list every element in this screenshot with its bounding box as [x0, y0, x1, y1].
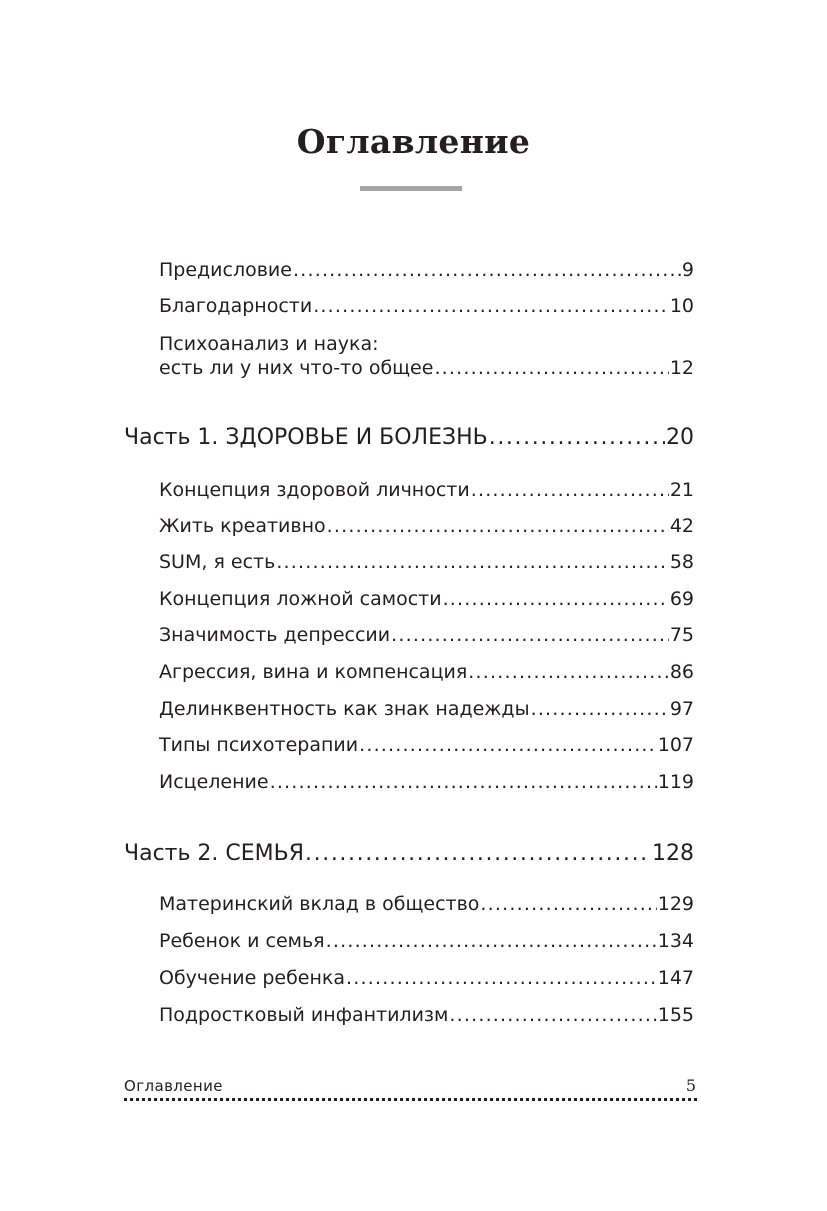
dot-leader [489, 424, 665, 452]
footer-dotted-rule [124, 1098, 697, 1101]
toc-part-page: 20 [666, 425, 694, 450]
toc-chapter-title: SUM, я есть [159, 551, 276, 573]
toc-chapter-title: Агрессия, вина и компенсация [159, 661, 468, 683]
toc-entry-psychoanalysis[interactable] [159, 356, 694, 380]
toc-chapter-page: 21 [669, 479, 694, 501]
toc-entry-acknowledgements[interactable] [159, 294, 694, 318]
folio-page-number: 5 [685, 1076, 696, 1095]
toc-chapter[interactable] [159, 697, 694, 721]
toc-part-page: 128 [652, 841, 694, 866]
toc-chapter-title: Концепция ложной самости [159, 588, 442, 610]
dot-leader [449, 1003, 656, 1027]
dot-leader [276, 550, 669, 574]
toc-chapter[interactable] [159, 514, 694, 538]
toc-entry-title: есть ли у них что-то общее [159, 357, 434, 379]
toc-chapter-title: Типы психотерапии [159, 734, 359, 756]
toc-chapter[interactable] [159, 587, 694, 611]
dot-leader [326, 929, 657, 953]
toc-entry-preface[interactable] [159, 258, 694, 282]
toc-chapter-page: 42 [669, 515, 694, 537]
toc-chapter[interactable] [159, 550, 694, 574]
dot-leader [531, 697, 669, 721]
toc-chapter-title: Исцеление [159, 771, 269, 793]
title-divider [360, 186, 462, 191]
toc-part-title: Часть 2. СЕМЬЯ [124, 841, 305, 866]
dot-leader [468, 660, 669, 684]
toc-chapter-page: 107 [657, 734, 694, 756]
dot-leader [359, 733, 657, 757]
dot-leader [270, 770, 657, 794]
toc-chapter[interactable] [159, 733, 694, 757]
toc-chapter-page: 155 [657, 1004, 694, 1026]
toc-chapter-title: Обучение ребенка [159, 967, 346, 989]
toc-entry-page: 12 [669, 357, 694, 379]
toc-entry-title: Благодарности [159, 295, 313, 317]
toc-part-1[interactable] [124, 424, 694, 452]
dot-leader [293, 258, 681, 282]
dot-leader [443, 587, 669, 611]
toc-chapter[interactable] [159, 966, 694, 990]
dot-leader [434, 356, 668, 380]
dot-leader [305, 840, 651, 868]
toc-chapter-page: 129 [657, 893, 694, 915]
dot-leader [391, 623, 669, 647]
toc-entry-page: 9 [681, 259, 694, 281]
toc-chapter-page: 134 [657, 930, 694, 952]
toc-chapter[interactable] [159, 660, 694, 684]
toc-chapter-title: Материнский вклад в общество [159, 893, 480, 915]
toc-chapter-page: 86 [669, 661, 694, 683]
toc-chapter[interactable] [159, 623, 694, 647]
toc-chapter[interactable] [159, 1003, 694, 1027]
dot-leader [327, 514, 669, 538]
toc-chapter[interactable] [159, 478, 694, 502]
running-footer: Оглавление [124, 1077, 223, 1095]
toc-part-2[interactable] [124, 840, 694, 868]
dot-leader [313, 294, 669, 318]
toc-chapter-page: 69 [669, 588, 694, 610]
toc-chapter-title: Значимость депрессии [159, 624, 391, 646]
toc-entry-page: 10 [669, 295, 694, 317]
toc-chapter-page: 58 [669, 551, 694, 573]
dot-leader [480, 892, 656, 916]
dot-leader [346, 966, 657, 990]
toc-chapter[interactable] [159, 892, 694, 916]
toc-chapter[interactable] [159, 770, 694, 794]
toc-entry-title: Предисловие [159, 259, 292, 281]
toc-chapter-title: Жить креативно [159, 515, 326, 537]
toc-chapter-page: 97 [669, 698, 694, 720]
toc-chapter-title: Подростковый инфантилизм [159, 1004, 449, 1026]
toc-chapter-page: 119 [657, 771, 694, 793]
toc-chapter-page: 75 [669, 624, 694, 646]
dot-leader [471, 478, 669, 502]
toc-entry-title-line1[interactable]: Психоанализ и наука: [159, 333, 379, 355]
toc-chapter-page: 147 [657, 967, 694, 989]
toc-chapter-title: Делинквентность как знак надежды [159, 698, 530, 720]
toc-chapter-title: Концепция здоровой личности [159, 479, 470, 501]
toc-part-title: Часть 1. ЗДОРОВЬЕ И БОЛЕЗНЬ [124, 425, 488, 450]
toc-chapter[interactable] [159, 929, 694, 953]
page-title: Оглавление [296, 122, 531, 161]
toc-chapter-title: Ребенок и семья [159, 930, 325, 952]
